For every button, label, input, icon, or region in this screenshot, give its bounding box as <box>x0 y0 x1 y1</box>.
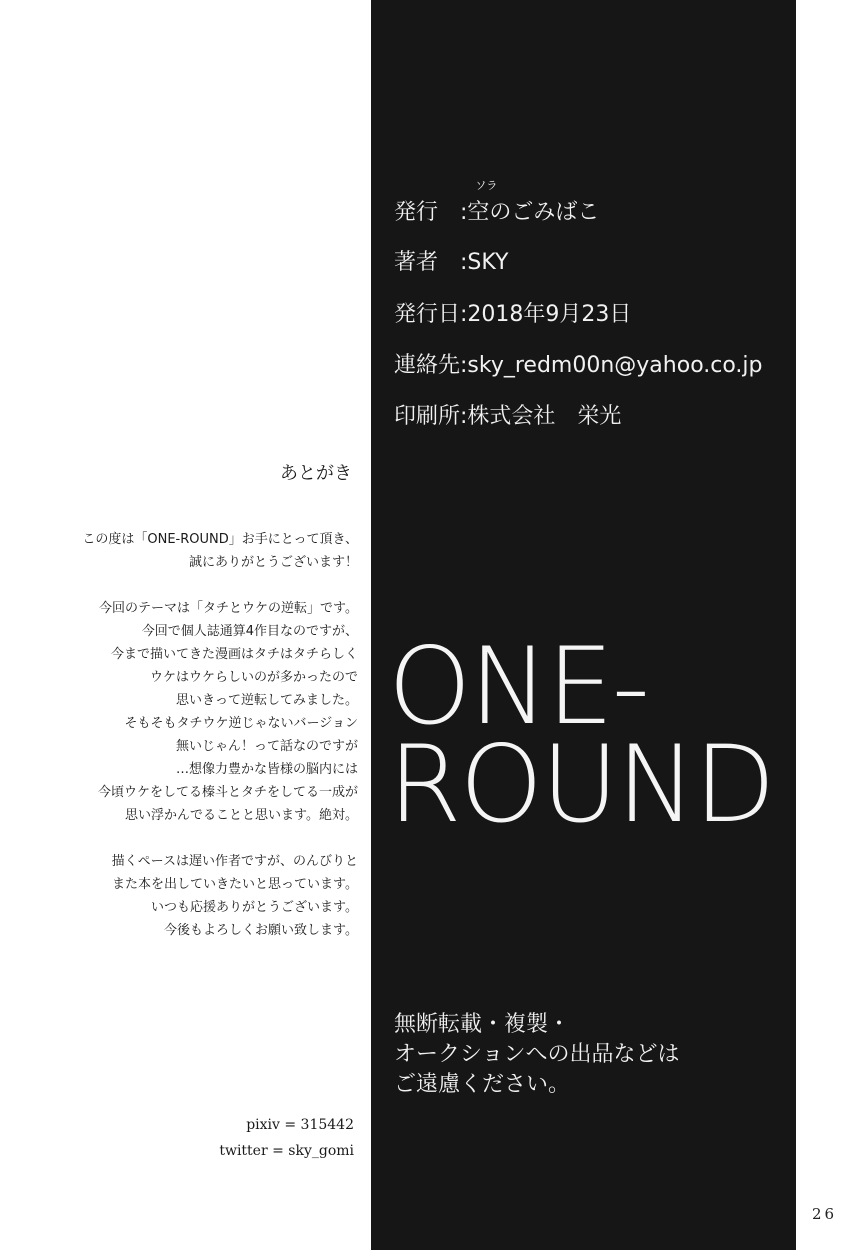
pixiv-id: pixiv = 315442 <box>246 1117 354 1133</box>
publisher-ruby: ソラ <box>475 179 498 192</box>
twitter-id: twitter = sky_gomi <box>219 1143 354 1159</box>
author-label: 著者 : <box>394 250 468 275</box>
date-value: 2018年9月23日 <box>467 302 632 327</box>
notice-line-1: 無断転載・複製・ <box>394 1012 571 1037</box>
afterword-line: また本を出していきたいと思っています。 <box>112 877 358 892</box>
printer-row <box>394 404 621 430</box>
afterword-line: 思いきって逆転してみました。 <box>175 693 358 708</box>
afterword-line: 今回で個人誌通算4作目なのですが、 <box>141 624 358 639</box>
afterword-paragraph-1 <box>0 528 358 574</box>
afterword-line: 思い浮かんでることと思います。絶対。 <box>125 808 358 823</box>
copyright-notice <box>394 1010 680 1100</box>
title-line-1: ONE- <box>388 625 648 748</box>
afterword-line: 誠にありがとうございます！ <box>188 555 358 570</box>
contact-value: sky_redm00n@yahoo.co.jp <box>467 353 763 378</box>
page-number: 26 <box>812 1205 838 1223</box>
afterword-line: 今まで描いてきた漫画はタチはタチらしく <box>110 647 358 662</box>
notice-line-2: オークションへの出品などは <box>394 1042 680 1067</box>
publisher-label: 発行 : <box>394 200 468 225</box>
date-row <box>394 302 631 328</box>
afterword-line: 今後もよろしくお願い致します。 <box>164 923 358 938</box>
contact-row <box>394 353 763 379</box>
afterword-line: そもそもタチウケ逆じゃないバージョン <box>124 716 358 731</box>
author-value: SKY <box>467 250 509 275</box>
afterword-paragraph-2 <box>0 597 358 827</box>
publisher-value: 空のごみばこ <box>467 200 600 225</box>
afterword-line: …想像力豊かな皆様の脳内には <box>175 762 358 777</box>
printer-label: 印刷所: <box>394 404 468 429</box>
publisher-row <box>394 179 600 226</box>
afterword-heading: あとがき <box>280 463 352 484</box>
afterword-line: いつも応援ありがとうございます。 <box>151 900 358 915</box>
afterword-line: 描くペースは遅い作者ですが、のんびりと <box>111 854 358 869</box>
contact-label: 連絡先: <box>394 353 468 378</box>
afterword-paragraph-3 <box>0 850 358 942</box>
printer-value: 株式会社 栄光 <box>467 404 622 429</box>
afterword-line: この度は「ONE-ROUND」お手にとって頂き、 <box>82 532 358 547</box>
title-line-2: ROUND <box>388 723 774 846</box>
sns-links <box>219 1112 354 1164</box>
afterword-line: 無いじゃん！って話なのですが <box>175 739 358 754</box>
afterword-body <box>0 528 358 965</box>
notice-line-3: ご遠慮ください。 <box>394 1072 571 1097</box>
afterword-line: 今頃ウケをしてる榛斗とタチをしてる一成が <box>97 785 358 800</box>
date-label: 発行日: <box>394 302 468 327</box>
author-row <box>394 250 508 276</box>
afterword-line: ウケはウケらしいのが多かったので <box>149 670 358 685</box>
afterword-line: 今回のテーマは「タチとウケの逆転」です。 <box>99 601 358 616</box>
